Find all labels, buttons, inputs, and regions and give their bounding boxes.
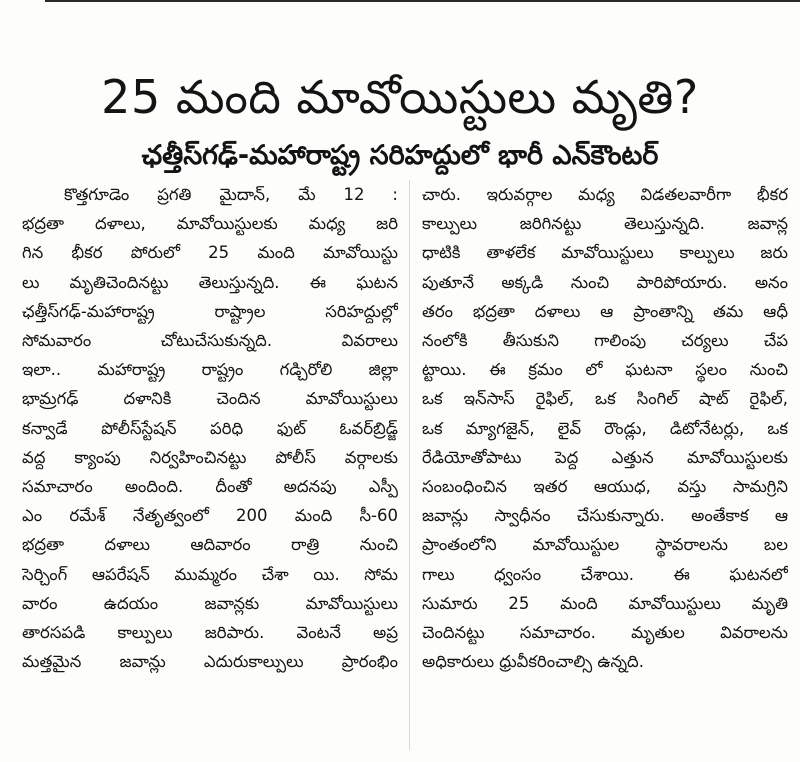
body-line: సెర్చింగ్‌ ఆపరేషన్‌ ముమ్మరం చేశా యి. సోమ <box>22 564 398 584</box>
body-line: జవాన్లు స్వాధీనం చేసుకున్నారు. అంతేకాక ఆ <box>422 506 788 526</box>
body-line: కొత్తగూడెం ప్రగతి మైదాన్‌, మే 12 : <box>64 185 398 204</box>
body-line: రేడియోతోపాటు పెద్ద ఎత్తున మావోయిస్టులకు <box>422 447 788 467</box>
body-line: ధాటికి తాళలేక మావోయిస్టులు కాల్పులు జరు <box>422 243 788 263</box>
top-rule <box>45 0 800 2</box>
body-line: సమాచారం అందింది. దీంతో అదనపు ఎస్పీ <box>22 477 398 497</box>
body-line: ఛత్తీస్‌గఢ్‌-మహారాష్ట్ర రాష్ట్రాల సరిహద్దుల్లో <box>22 301 398 321</box>
body-line: సోమవారం చోటుచేసుకున్నది. వివరాలు <box>22 331 398 351</box>
body-line: గిన భీకర పోరులో 25 మంది మావోయిస్టు <box>22 243 398 263</box>
body-line: తరం భద్రతా దళాలు ఆ ప్రాంతాన్ని తమ ఆధీ <box>422 301 788 321</box>
body-line: సుమారు 25 మంది మావోయిస్టులు మృతి <box>422 593 788 613</box>
body-line: గాలు ధ్వంసం చేశాయి. ఈ ఘటనలో <box>422 564 788 584</box>
body-line: ఒక ఇన్‌సాస్‌ రైఫిల్‌, ఒక సింగిల్‌ షాట్‌ రైఫిల్‌, <box>422 389 788 409</box>
left-column <box>22 180 398 676</box>
subheadline: ఛత్తీస్‌గఢ్‌-మహారాష్ట్ర సరిహద్దులో భారీ ఎన్‌కౌంటర్‌ <box>141 140 659 172</box>
body-line: ప్రాంతంలోని మావోయిస్టుల స్థావరాలను బల <box>422 535 788 555</box>
body-line: మత్తమైన జవాన్లు ఎదురుకాల్పులు ప్రారంభిం <box>22 652 398 672</box>
body-line: చారు. ఇరువర్గాల మధ్య విడతలవారీగా భీకర <box>422 185 788 204</box>
body-line: వారం ఉదయం జవాన్లకు మావోయిస్టులు <box>22 593 398 613</box>
body-line: ఎం రమేశ్‌ నేతృత్వంలో 200 మంది సీ-60 <box>22 506 398 526</box>
headline: 25 మంది మావోయిస్టులు మృతి? <box>101 69 699 124</box>
body-line: ఒక మ్యాగజైన్‌, లైవ్‌ రౌండ్లు, డిటోనేటర్లు, ఒక <box>422 418 788 438</box>
right-column <box>422 180 788 676</box>
body-line: భద్రతా దళాలు, మావోయిస్టులకు మధ్య జరి <box>22 214 398 234</box>
column-divider <box>409 180 410 750</box>
body-line: ఇలా.. మహారాష్ట్ర రాష్ట్రం గడ్చిరోలి జిల్లా <box>22 360 398 380</box>
body-line: కన్వాడే పోలీస్‌స్టేషన్‌ పరిధి ఫుట్‌ ఓవర్‌బ్రిడ్జ్‌ <box>22 418 398 438</box>
body-line: అధికారులు ధ్రువీకరించాల్సి ఉన్నది. <box>422 652 644 672</box>
body-line: లు మృతిచెందినట్టు తెలుస్తున్నది. ఈ ఘటన <box>22 272 398 292</box>
body-line: ట్టాయి. ఈ క్రమం లో ఘటనా స్థలం నుంచి <box>422 360 788 380</box>
body-line: పుతూనే అక్కడి నుంచి పారిపోయారు. అనం <box>422 272 788 292</box>
body-line: కాల్పులు జరిగినట్టు తెలుస్తున్నది. జవాన్ల <box>422 214 788 234</box>
body-line: భామ్రగఢ్‌ దళానికి చెందిన మావోయిస్టులు <box>22 389 398 409</box>
body-line: నంలోకి తీసుకుని గాలింపు చర్యలు చేప <box>422 331 788 351</box>
body-line: చెందినట్టు సమాచారం. మృతుల వివరాలను <box>422 623 788 643</box>
body-line: సంబంధించిన ఇతర ఆయుధ, వస్తు సామగ్రిని <box>422 477 788 497</box>
body-line: తారసపడి కాల్పులు జరిపారు. వెంటనే అప్ర <box>22 623 398 643</box>
body-line: వద్ద క్యాంపు నిర్వహించినట్టు పోలీస్‌ వర్గాలకు <box>22 447 398 467</box>
body-line: భద్రతా దళాలు ఆదివారం రాత్రి నుంచి <box>22 535 398 555</box>
